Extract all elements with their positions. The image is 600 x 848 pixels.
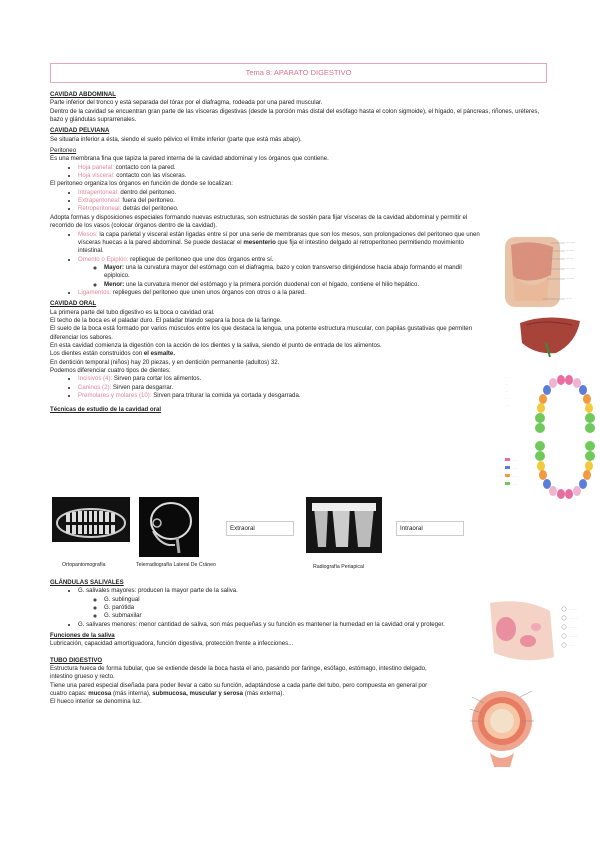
term: Omento o Epiplón: — [78, 255, 129, 263]
bold-term: submucosa, muscular y serosa — [152, 690, 244, 698]
list-item — [78, 375, 480, 383]
ortopantomografia-image — [52, 497, 130, 542]
item-text: Sirven para triturar la comida ya cortada y desgarrada. — [151, 392, 301, 400]
bold-term: Menor: — [104, 280, 125, 288]
paragraph: El hueco interior se denomina luz. — [50, 698, 142, 706]
telerradiografia-image — [139, 497, 199, 557]
item-text: detrás del peritoneo. — [121, 205, 179, 213]
peritoneum-illustration — [503, 235, 598, 310]
document-body — [50, 91, 550, 415]
list-item — [78, 289, 480, 297]
term: Retroperitoneal: — [78, 205, 122, 213]
radiografia-periapical-image — [306, 497, 382, 553]
item-text: Sirven para desgarrar. — [111, 383, 174, 391]
term: Hoja visceral: — [78, 172, 115, 180]
term: Ligamentos: — [78, 288, 112, 296]
page-title: Tema 8: APARATO DIGESTIVO — [50, 63, 547, 83]
list-item — [78, 392, 480, 400]
heading-cavidad-pelviana: CAVIDAD PELVIANA — [50, 127, 110, 135]
heading-tubo-digestivo: TUBO DIGESTIVO — [50, 656, 103, 664]
heading-cavidad-abdominal: CAVIDAD ABDOMINAL — [50, 91, 117, 98]
svg-text:······: ······ — [566, 257, 573, 261]
svg-text:······: ······ — [512, 466, 518, 470]
item-text: fuera del peritoneo. — [120, 197, 175, 205]
svg-text:········: ········ — [569, 625, 577, 629]
paragraph: En esta cavidad comienza la digestión con la acción de los dientes y la saliva, siendo el punto de entrada de los alimentos. — [50, 341, 382, 349]
paragraph: En dentición temporal (niños) hay 20 piezas, y en dentición permanente (adultos) 32. — [50, 358, 280, 366]
list-item — [78, 189, 550, 197]
term: Caninos (2): — [78, 383, 112, 391]
heading-glandulas: GLÁNDULAS SALIVALES — [50, 579, 124, 586]
svg-text:·····: ····· — [566, 297, 572, 301]
paragraph: Lubricación, capacidad amortiguadora, función digestiva, protección frente a infecciones... — [50, 640, 294, 648]
svg-text:····: ···· — [505, 382, 509, 386]
item-text: repliegue de peritoneo que une dos órganos entre sí. — [128, 255, 274, 263]
svg-text:····: ···· — [505, 403, 509, 407]
bold-term: el esmalte. — [143, 350, 176, 358]
item-text: que fija el intestino delgado al retroperitoneo permitiendo movimiento intestinal. — [78, 238, 464, 255]
glandulas-sublist — [78, 596, 508, 621]
svg-text:·········: ········· — [569, 616, 578, 620]
caption-radiografia-periapical: Radiografía Periapical — [313, 564, 365, 570]
svg-text:·······: ······· — [566, 277, 575, 281]
item-text: contacto con las vísceras. — [114, 172, 187, 180]
svg-text:······: ······ — [512, 458, 518, 462]
heading-funciones-saliva: Funciones de la saliva — [50, 632, 115, 640]
list-item — [78, 172, 550, 180]
paragraph: El suelo de la boca está formado por varios músculos entre los que destaca la lengua, una potente estructura muscular, con papilas gustativas que permiten diferenciar los sabores. — [50, 325, 473, 341]
paragraph: Estructura hueca de forma tubular, que se extiende desde la boca hasta el ano, pasando por faringe, esófago, estómago, intestino delgado, intestino grueso y recto. — [50, 665, 427, 681]
item-text: repliegues del peritoneo que unen unos órganos con otros o a la pared. — [111, 288, 307, 296]
list-item — [78, 384, 480, 392]
list-item — [78, 256, 480, 289]
paragraph: El techo de la boca es el paladar duro. El paladar blando separa la boca de la faringe. — [50, 316, 282, 324]
salivary-glands-illustration — [484, 597, 598, 665]
list-item — [78, 587, 508, 620]
svg-text:········: ········ — [566, 267, 576, 271]
liver-illustration — [516, 313, 584, 358]
svg-text:········: ········ — [569, 607, 577, 611]
item-text: contacto con la pared. — [113, 163, 176, 171]
text: (más externa). — [243, 690, 285, 698]
heading-tecnicas: Técnicas de estudio de la cavidad oral — [50, 406, 162, 414]
term: Extraperitoneal: — [78, 197, 121, 205]
svg-text:·······: ······· — [569, 643, 576, 647]
list-item — [78, 205, 550, 213]
paragraph: Adopta formas y disposiciones especiales formando nuevas estructuras, son estructuras de sostén para fijar vísceras de la cavidad abdominal y permitir el recorrido de los vasos (colocar órganos dentro de la cavidad). — [50, 213, 468, 230]
term: Incisivos (4): — [78, 375, 113, 383]
text: (más interna), — [111, 690, 153, 698]
paragraph: Podemos diferenciar cuatro tipos de dientes: — [50, 367, 171, 374]
term: Intraperitoneal: — [78, 188, 119, 196]
paragraph: Es una membrana fina que tapiza la pared interna de la cavidad abdominal y los órganos que contiene. — [50, 155, 329, 163]
item-text: Sirven para cortar los alimentos. — [112, 375, 202, 383]
paragraph: Se situaría inferior a ésta, siendo el suelo pélvico el límite inferior (parte que está más abajo). — [50, 135, 302, 143]
item-text: dentro del peritoneo. — [118, 188, 177, 196]
paragraph: Dentro de la cavidad se encuentran gran parte de las vísceras digestivas (desde la porción más distal del esófago hasta el colon sigmoide), el hígado, el páncreas, riñones, uréteres, bazo y glándulas suprarrenales. — [50, 107, 540, 124]
svg-text:····: ···· — [505, 389, 509, 393]
svg-text:·······: ······· — [566, 249, 575, 253]
caption-telerradiografia: Telerradiografía Lateral De Cráneo — [136, 562, 216, 568]
hojas-list — [50, 164, 550, 181]
term: Premolares y molares (10): — [78, 392, 152, 400]
list-item — [104, 281, 480, 289]
list-item — [104, 264, 480, 281]
omento-sublist — [78, 264, 480, 289]
item-text: une la curvatura menor del estómago y la primera porción duodenal con el hígado, contiene el hilio hepático. — [124, 280, 420, 288]
tipos-list — [50, 189, 550, 214]
item-text: una la curvatura mayor del estómago con el diafragma, bazo y colon transverso dirigiéndose hacia abajo formando el mandil epiploico. — [104, 263, 462, 280]
list-item — [78, 164, 550, 172]
paragraph — [50, 682, 430, 699]
svg-text:····: ···· — [505, 396, 509, 400]
svg-text:····: ···· — [505, 375, 509, 379]
item-text: G. salivales mayores: producen la mayor parte de la saliva. — [78, 587, 238, 595]
term: Mesos: — [78, 230, 98, 238]
list-item: ◦ G. submaxilar — [104, 612, 508, 620]
heading-cavidad-oral: CAVIDAD ORAL — [50, 300, 97, 308]
bold-term: mucosa — [88, 690, 112, 698]
extraoral-label: Extraoral — [226, 521, 294, 536]
paragraph: La primera parte del tubo digestivo es la boca o cavidad oral. — [50, 308, 215, 316]
svg-text:······: ······ — [512, 482, 518, 486]
dientes-list — [50, 375, 480, 400]
svg-text:·········: ········· — [569, 634, 578, 638]
bold-term: mesenterio — [243, 238, 276, 246]
svg-text:·······: ······· — [512, 474, 519, 478]
text: Los dientes están construidos con — [50, 350, 144, 358]
list-item: ◦ G. sublingual — [104, 596, 508, 604]
digestive-tube-layers-illustration — [450, 683, 560, 768]
text: Tiene una pared especial diseñada para poder llevar a cabo su función, adaptándose a cada parte del tubo, pero compuesta en general por cuatro capas: — [50, 681, 428, 698]
dental-arch-diagram — [503, 372, 598, 502]
heading-peritoneo: Peritoneo — [50, 147, 77, 155]
svg-text:········: ········ — [566, 241, 576, 245]
list-item — [78, 197, 550, 205]
term: Hoja parietal: — [78, 163, 114, 171]
intraoral-label: Intraoral — [396, 521, 464, 536]
list-item: ◦ G. parótida — [104, 604, 508, 612]
caption-ortopantomografia: Ortopantomografía — [62, 562, 106, 568]
paragraph: El peritoneo organiza los órganos en función de donde se localizan: — [50, 180, 233, 188]
paragraph: Parte inferior del tronco y está separada del tórax por el diafragma, rodeada por una pared muscular. — [50, 99, 323, 107]
bold-term: Mayor: — [104, 263, 124, 271]
glandulas-list — [50, 587, 508, 629]
list-item: • G. salivares menores: menor cantidad de saliva, son más pequeñas y su función es mantener la humedad en la cavidad oral y proteger. — [78, 621, 508, 629]
list-item — [78, 231, 480, 256]
estructuras-list — [50, 231, 480, 298]
paragraph — [50, 350, 480, 358]
item-text: la capa parietal y visceral están ligadas entre sí por una serie de membranas que son los mesos, son prolongaciones del peritoneo que unen vísceras huecas a la pared abdominal. Se puede destacar el — [78, 230, 480, 246]
